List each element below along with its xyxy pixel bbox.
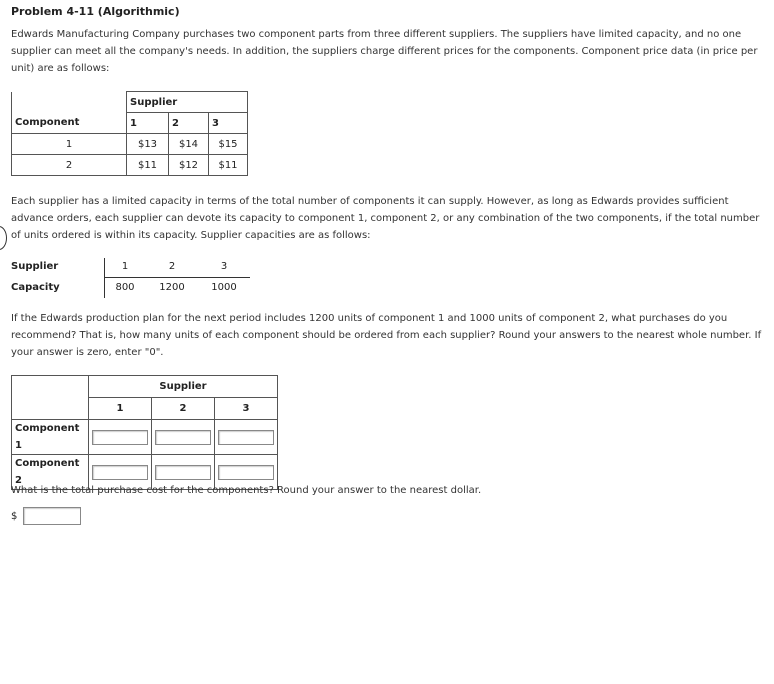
order-question: If the Edwards production plan for the next period includes 1200 units of component 1 and 1000 units of component 2, what purchases do you recommend? That is, how many units of each component should be ordered from each supplier? Round your answers to the nearest whole number. If your answer is zero, enter "0". [11,313,762,358]
capacity-value-1: 800 [115,282,135,293]
answer-table-supplier-header: Supplier [89,376,278,398]
answer-table-corner [12,376,89,420]
price-table-supplier-header: Supplier [127,92,248,113]
price-cell: $14 [169,134,209,155]
component-1-supplier-3-input[interactable] [218,430,274,445]
answer-table-supplier-3: 3 [215,398,278,420]
component-1-supplier-2-input[interactable] [155,430,211,445]
capacity-supplier-3: 3 [220,261,228,272]
component-1-supplier-1-input[interactable] [92,430,148,445]
price-cell: $11 [127,155,169,176]
total-cost-question: What is the total purchase cost for the components? Round your answer to the nearest dollar. [11,485,482,496]
capacity-value-2: 1200 [159,282,185,293]
capacity-supplier-1: 1 [121,261,129,272]
answer-row-label-component-1: Component 1 [12,420,89,455]
capacity-value-3: 1000 [211,282,237,293]
price-table-supplier-2: 2 [169,113,209,134]
total-cost-input[interactable] [23,507,81,525]
price-cell: $15 [209,134,248,155]
answer-row-label-component-2: Component 2 [12,455,89,490]
price-table-component-header: Component [12,113,127,134]
price-cell: $12 [169,155,209,176]
capacity-capacity-label: Capacity [11,282,60,293]
capacity-intro: Each supplier has a limited capacity in terms of the total number of components it can supply. However, as long as Edwards provides sufficient advance orders, each supplier can devote its capacity to component 1, component 2, or any combination of the two components, if the total number of units ordered is within its capacity. Supplier capacities are as follows: [11,196,760,241]
component-2-supplier-2-input[interactable] [155,465,211,480]
currency-symbol: $ [11,511,18,522]
capacity-supplier-label: Supplier [11,261,59,272]
problem-intro: Edwards Manufacturing Company purchases two component parts from three different suppliers. The suppliers have limited capacity, and no one supplier can meet all the company's needs. In addition, the suppliers charge different prices for the components. Component price data (in price per unit) are as follows: [11,29,758,74]
price-table-corner [12,92,127,113]
price-table-component-label: 1 [12,134,127,155]
table-row [12,134,248,155]
price-table-supplier-3: 3 [209,113,248,134]
answer-table-supplier-1: 1 [89,398,152,420]
answer-table [11,375,278,490]
table-row [12,155,248,176]
capacity-divider-horizontal [104,277,250,278]
problem-title: Problem 4-11 (Algorithmic) [11,5,180,18]
price-table-supplier-1: 1 [127,113,169,134]
table-row [12,420,278,455]
price-cell: $13 [127,134,169,155]
component-2-supplier-3-input[interactable] [218,465,274,480]
price-table [11,91,248,176]
page-edge-arc [0,226,7,250]
capacity-supplier-2: 2 [168,261,176,272]
capacity-table [11,258,251,298]
component-2-supplier-1-input[interactable] [92,465,148,480]
price-cell: $11 [209,155,248,176]
price-table-component-label: 2 [12,155,127,176]
answer-table-supplier-2: 2 [152,398,215,420]
